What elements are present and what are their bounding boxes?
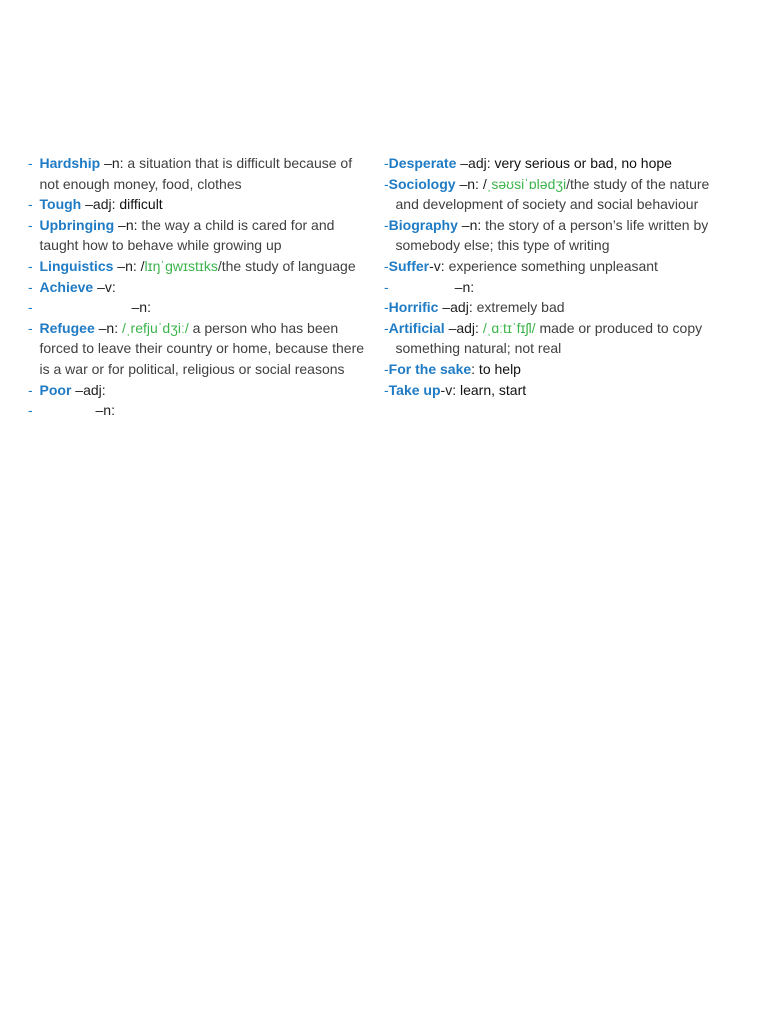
definition: the study of the nature and development of society and social behaviour xyxy=(395,175,710,213)
definition: the way a child is cared for and taught how to behave while growing up xyxy=(39,216,335,254)
vocab-entry xyxy=(384,215,724,256)
phonetic-slash: / xyxy=(566,175,570,192)
phonetic-transcription: /ˌɑːtɪˈfɪʃl/ xyxy=(482,319,536,336)
part-of-speech: –adj: xyxy=(71,381,106,398)
bullet-dash: - xyxy=(28,155,33,171)
definition: to help xyxy=(475,360,521,377)
part-of-speech: –n: xyxy=(131,299,151,316)
vocab-term: Artificial xyxy=(388,319,445,336)
vocab-term: Biography xyxy=(388,216,458,233)
bullet-dash: - xyxy=(28,402,33,419)
bullet-dash: - xyxy=(28,299,33,316)
part-of-speech: –n: xyxy=(454,278,475,295)
vocab-term: Sociology xyxy=(388,175,456,192)
part-of-speech: –adj: xyxy=(81,196,116,213)
vocab-entry xyxy=(384,297,724,318)
vocab-term: Tough xyxy=(39,196,82,213)
part-of-speech: -v: xyxy=(429,257,445,274)
vocab-term: Poor xyxy=(39,381,72,398)
part-of-speech: –n: / xyxy=(113,257,145,274)
part-of-speech: –n: / xyxy=(455,175,487,192)
definition: experience something unpleasant xyxy=(444,257,658,274)
definition: a person who has been forced to leave their country or home, because there is a war or for political, religious or social reasons xyxy=(39,319,365,377)
vocab-term: Upbringing xyxy=(39,216,115,233)
vocab-term: Take up xyxy=(388,381,441,398)
vocab-entry xyxy=(384,277,724,298)
vocab-entry xyxy=(384,174,724,215)
definition: extremely bad xyxy=(472,299,565,316)
part-of-speech: –v: xyxy=(93,278,116,295)
definition: difficult xyxy=(115,196,163,213)
phonetic-slash: / xyxy=(217,257,222,274)
vocab-entry xyxy=(384,380,724,401)
definition: a situation that is difficult because of not enough money, food, clothes xyxy=(39,155,353,192)
part-of-speech: –adj: xyxy=(456,155,491,171)
phonetic-transcription: ˌsəʊsiˈɒlədʒi xyxy=(486,175,567,192)
vocab-term: For the sake xyxy=(388,360,472,377)
part-of-speech: –n: xyxy=(114,216,138,233)
vocab-term: Hardship xyxy=(39,155,101,171)
bullet-dash: - xyxy=(384,216,389,233)
phonetic-transcription: /ˌrefjuˈdʒiː/ xyxy=(121,319,189,336)
vocab-entry xyxy=(28,400,373,421)
vocab-entry xyxy=(384,318,724,359)
vocab-entry xyxy=(28,215,373,256)
vocab-entry xyxy=(28,194,373,215)
phonetic-transcription: lɪŋˈɡwɪstɪks xyxy=(144,257,218,274)
bullet-dash: - xyxy=(384,299,389,316)
vocab-entry xyxy=(28,297,373,318)
bullet-dash: - xyxy=(384,381,389,398)
part-of-speech: –adj: xyxy=(444,319,483,336)
part-of-speech: –n: xyxy=(457,216,482,233)
bullet-dash: - xyxy=(384,257,389,274)
vocab-entry xyxy=(28,318,373,380)
vocab-entry xyxy=(28,256,373,277)
bullet-dash: - xyxy=(384,155,389,171)
bullet-dash: - xyxy=(384,278,389,295)
vocab-term: Refugee xyxy=(39,319,95,336)
vocab-term: Linguistics xyxy=(39,257,114,274)
vocab-entry xyxy=(384,153,724,174)
bullet-dash: - xyxy=(28,381,33,398)
vocab-term: Achieve xyxy=(39,278,94,295)
vocab-entry xyxy=(28,380,373,401)
part-of-speech: –adj: xyxy=(438,299,473,316)
bullet-dash: - xyxy=(28,257,33,274)
vocab-entry xyxy=(28,277,373,298)
vocab-entry xyxy=(384,256,724,277)
part-of-speech: –n: xyxy=(100,155,124,171)
vocab-term: Horrific xyxy=(388,299,439,316)
definition: the story of a person’s life written by somebody else; this type of writing xyxy=(395,216,709,254)
vocabulary-column-left xyxy=(28,153,373,421)
vocabulary-column-right xyxy=(384,153,724,400)
vocab-entry xyxy=(384,359,724,380)
vocab-entry xyxy=(28,153,373,194)
part-of-speech: : xyxy=(471,360,476,377)
bullet-dash: - xyxy=(28,196,33,213)
part-of-speech: –n: xyxy=(94,319,122,336)
definition: the study of language xyxy=(221,257,356,274)
bullet-dash: - xyxy=(384,175,389,192)
part-of-speech: –n: xyxy=(95,402,115,419)
vocab-term: Desperate xyxy=(388,155,457,171)
bullet-dash: - xyxy=(28,278,33,295)
definition: very serious or bad, no hope xyxy=(490,155,672,171)
bullet-dash: - xyxy=(28,319,33,336)
part-of-speech: -v: xyxy=(440,381,457,398)
definition: learn, start xyxy=(456,381,527,398)
definition: made or produced to copy something natural; not real xyxy=(395,319,703,357)
bullet-dash: - xyxy=(28,216,33,233)
bullet-dash: - xyxy=(384,360,389,377)
bullet-dash: - xyxy=(384,319,389,336)
vocab-term: Suffer xyxy=(388,257,430,274)
